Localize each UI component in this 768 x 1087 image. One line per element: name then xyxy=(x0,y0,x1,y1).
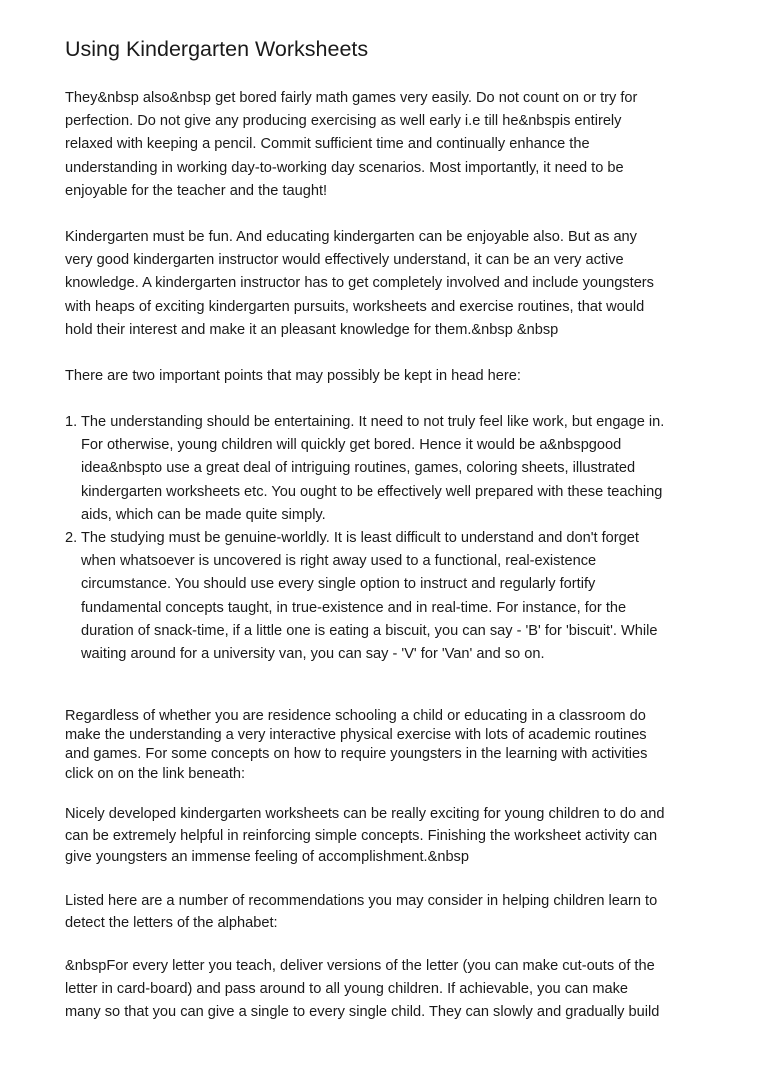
numbered-list xyxy=(65,411,715,666)
paragraph-line: enjoyable for the teacher and the taught! xyxy=(65,182,328,199)
list-item-line: For otherwise, young children will quickly get bored. Hence it would be a&nbspgood xyxy=(81,437,622,454)
paragraph-2 xyxy=(65,226,715,342)
paragraph-line: knowledge. A kindergarten instructor has to get completely involved and include youngsters xyxy=(65,275,654,292)
paragraph-line: hold their interest and make it an pleasant knowledge for them.&nbsp &nbsp xyxy=(65,321,559,338)
paragraph-line: understanding in working day-to-working day scenarios. Most importantly, it need to be xyxy=(65,159,624,176)
paragraph-line: give youngsters an immense feeling of accomplishment.&nbsp xyxy=(65,849,469,865)
paragraph-line: with heaps of exciting kindergarten pursuits, worksheets and exercise routines, that would xyxy=(65,298,645,315)
paragraph-line: They&nbsp also&nbsp get bored fairly math games very easily. Do not count on or try for xyxy=(65,90,638,106)
paragraph-line: perfection. Do not give any producing exercising as well early i.e till he&nbspis entirely xyxy=(65,113,622,130)
paragraph-line: Kindergarten must be fun. And educating kindergarten can be enjoyable also. But as any xyxy=(65,229,637,245)
paragraph-1 xyxy=(65,87,715,203)
paragraph-4 xyxy=(65,707,715,784)
list-item-line: waiting around for a university van, you can say - 'V' for 'Van' and so on. xyxy=(81,646,545,663)
paragraph-line: click on on the link beneath: xyxy=(65,765,246,782)
paragraph-line: letter in card-board) and pass around to all young children. If achievable, you can make xyxy=(65,981,628,998)
paragraph-5 xyxy=(65,804,715,869)
paragraph-line: can be extremely helpful in reinforcing simple concepts. Finishing the worksheet activity can xyxy=(65,827,658,844)
paragraph-line: Regardless of whether you are residence schooling a child or educating in a classroom do xyxy=(65,708,646,724)
paragraph-line: very good kindergarten instructor would effectively understand, it can be an very active xyxy=(65,252,624,269)
list-item-line: The understanding should be entertaining. It need to not truly feel like work, but engage in. xyxy=(81,414,665,430)
list-item xyxy=(65,411,715,527)
list-item-line: duration of snack-time, if a little one is eating a biscuit, you can say - 'B' for 'biscuit'. While xyxy=(81,622,658,639)
list-item-line: circumstance. You should use every single option to instruct and regularly fortify xyxy=(81,576,596,593)
paragraph-line: relaxed with keeping a pencil. Commit sufficient time and continually enhance the xyxy=(65,136,590,153)
list-item-number: 1. xyxy=(65,414,78,430)
paragraph-line: Nicely developed kindergarten worksheets can be really exciting for young children to do and xyxy=(65,806,665,822)
list-item-line: The studying must be genuine-worldly. It is least difficult to understand and don't forget xyxy=(81,530,639,547)
paragraph-7 xyxy=(65,955,715,1025)
list-item-number: 2. xyxy=(65,530,78,547)
list-item-line: idea&nbspto use a great deal of intriguing routines, games, coloring sheets, illustrated xyxy=(81,460,636,477)
list-item-line: fundamental concepts taught, in true-existence and in real-time. For instance, for the xyxy=(81,599,627,616)
paragraph-line: Listed here are a number of recommendations you may consider in helping children learn to xyxy=(65,893,658,909)
paragraph-line: many so that you can give a single to every single child. They can slowly and gradually build xyxy=(65,1004,660,1021)
paragraph-line: make the understanding a very interactive physical exercise with lots of academic routines xyxy=(65,727,647,744)
paragraph-line: detect the letters of the alphabet: xyxy=(65,914,278,931)
list-item-line: aids, which can be made quite simply. xyxy=(81,506,326,523)
list-item xyxy=(65,527,715,666)
list-item-line: when whatsoever is uncovered is right away used to a functional, real-existence xyxy=(81,553,597,570)
list-item-line: kindergarten worksheets etc. You ought to be effectively well prepared with these teaching xyxy=(81,483,663,500)
paragraph-3 xyxy=(65,365,715,388)
paragraph-line: and games. For some concepts on how to require youngsters in the learning with activities xyxy=(65,746,648,763)
paragraph-line: &nbspFor every letter you teach, deliver versions of the letter (you can make cut-outs of the xyxy=(65,958,655,974)
paragraph-6 xyxy=(65,891,715,934)
paragraph-line: There are two important points that may possibly be kept in head here: xyxy=(65,368,521,384)
document-title: Using Kindergarten Worksheets xyxy=(65,37,369,61)
